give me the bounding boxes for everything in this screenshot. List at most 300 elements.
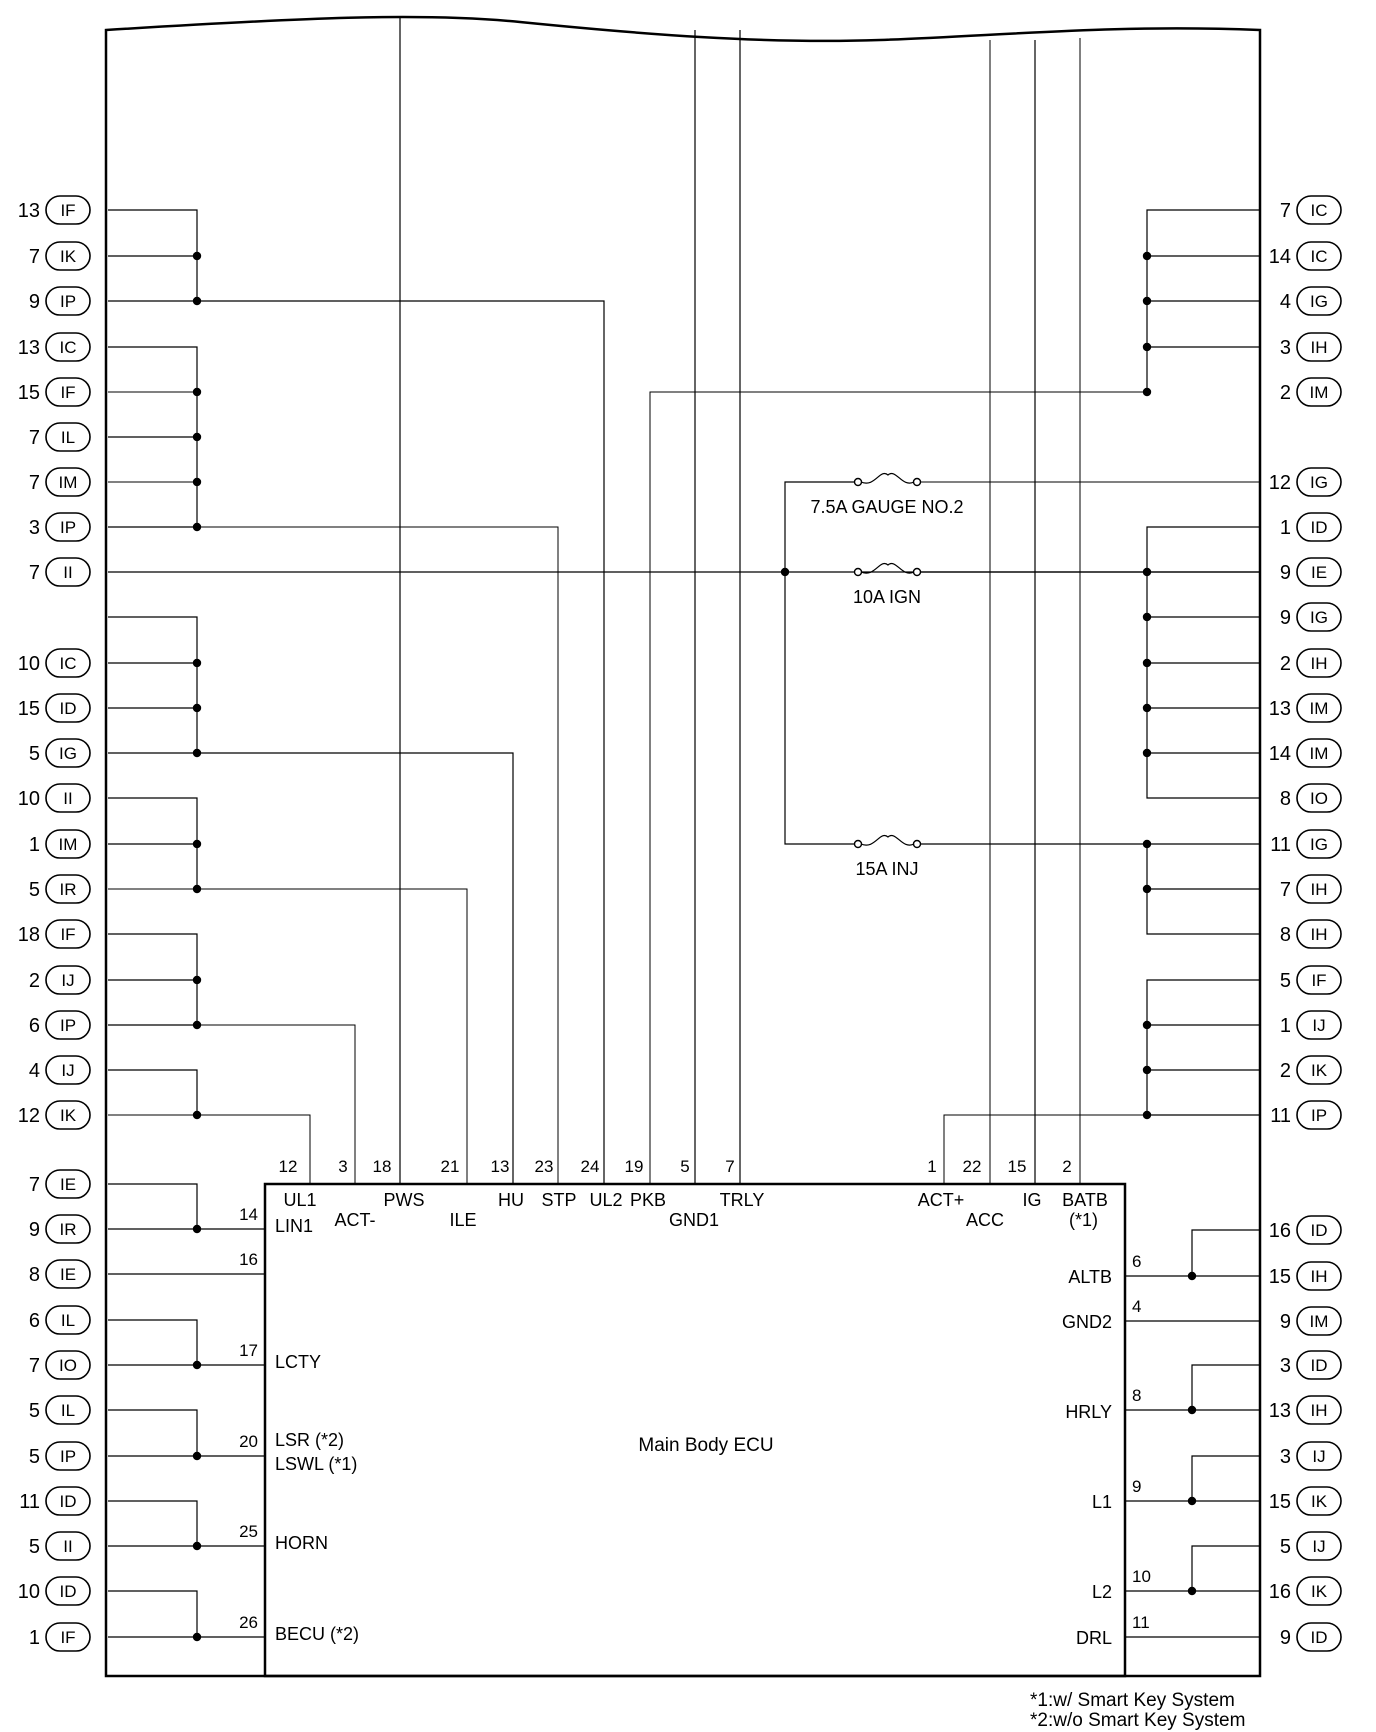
ecu-pin-number: 8 xyxy=(1132,1386,1142,1405)
connector-pin-number: 14 xyxy=(1268,743,1291,765)
wire-segment xyxy=(108,1501,197,1546)
ecu-pin-label: HU xyxy=(498,1190,524,1210)
connector-id: IK xyxy=(59,247,77,266)
connector-terminal xyxy=(29,1396,90,1424)
connector-terminal xyxy=(18,694,90,722)
connector-pin-number: 5 xyxy=(28,1446,40,1468)
ecu-pin-label: GND2 xyxy=(1061,1312,1112,1332)
ecu-pin-top xyxy=(441,1157,477,1230)
connector-id: IL xyxy=(60,428,76,447)
connector-terminal xyxy=(1280,196,1341,224)
ecu-pin-number: 16 xyxy=(239,1250,258,1269)
connector-terminal xyxy=(1269,1487,1341,1515)
fuse-terminal xyxy=(855,841,862,848)
ecu-pin-number: 20 xyxy=(239,1432,258,1451)
ecu-pin-label: LSR (*2) xyxy=(275,1430,345,1450)
splice-dot xyxy=(1188,1272,1196,1280)
connector-terminal xyxy=(1269,1577,1341,1605)
connector-terminal xyxy=(1269,1262,1341,1290)
connector-pin-number: 7 xyxy=(28,1174,40,1196)
connector-id: IR xyxy=(59,880,77,899)
connector-id: IE xyxy=(1310,563,1328,582)
main-body-ecu-box xyxy=(265,1184,1125,1676)
connector-pin-number: 16 xyxy=(1268,1220,1291,1242)
ecu-pin-left xyxy=(239,1430,344,1451)
connector-id: II xyxy=(63,563,73,582)
connector-terminal xyxy=(1269,1216,1341,1244)
wire-segment xyxy=(1192,1456,1260,1501)
ecu-pin-number: 26 xyxy=(239,1613,258,1632)
ecu-pin-label: PKB xyxy=(629,1190,667,1210)
connector-terminal xyxy=(29,558,90,586)
ecu-pin-number: 3 xyxy=(338,1157,348,1176)
wire-segment xyxy=(108,1410,197,1456)
ecu-note-batb: (*1) xyxy=(1069,1210,1099,1230)
ecu-pin-label: PWS xyxy=(383,1190,425,1210)
connector-id: IG xyxy=(1310,292,1328,311)
ecu-pin-label: IG xyxy=(1022,1190,1042,1210)
connector-id: IM xyxy=(58,835,78,854)
connector-id: IG xyxy=(1310,608,1328,627)
connector-id: ID xyxy=(1310,1628,1328,1647)
connector-terminal xyxy=(29,739,90,767)
ecu-pin-number: 25 xyxy=(239,1522,258,1541)
connector-terminal xyxy=(29,966,90,994)
connector-pin-number: 11 xyxy=(1270,834,1291,856)
ecu-pin-label: ACT- xyxy=(334,1210,376,1230)
connector-terminal xyxy=(1269,242,1341,270)
ecu-pin-label: UL2 xyxy=(589,1190,623,1210)
connector-id: IL xyxy=(60,1311,76,1330)
ecu-pin-label: ILE xyxy=(449,1210,477,1230)
connector-pin-number: 4 xyxy=(1279,291,1291,313)
connector-pin-number: 2 xyxy=(28,970,40,992)
connector-id: IM xyxy=(1309,699,1329,718)
connector-pin-number: 12 xyxy=(1268,472,1291,494)
connector-terminal xyxy=(1280,784,1341,812)
connector-id: IC xyxy=(59,654,77,673)
ecu-pin-left xyxy=(239,1522,328,1553)
connector-terminal xyxy=(29,423,90,451)
fuse-label: 7.5A GAUGE NO.2 xyxy=(810,497,964,517)
splice-dot xyxy=(1143,252,1151,260)
connector-pin-number: 7 xyxy=(1279,879,1291,901)
wire-segment xyxy=(1147,980,1260,1115)
connector-pin-number: 6 xyxy=(28,1310,40,1332)
ecu-pin-left xyxy=(239,1341,321,1372)
connector-terminal xyxy=(18,1577,90,1605)
wire-segment xyxy=(197,527,558,1184)
connector-pin-number: 5 xyxy=(1279,970,1291,992)
connector-terminal xyxy=(29,1056,90,1084)
ecu-pin-label: HRLY xyxy=(1065,1402,1112,1422)
connector-pin-number: 7 xyxy=(1279,200,1291,222)
fuse-terminal xyxy=(914,841,921,848)
ecu-pin-left xyxy=(239,1250,258,1269)
connector-id: IF xyxy=(60,1628,76,1647)
connector-pin-number: 15 xyxy=(1268,1491,1291,1513)
ecu-pin-left xyxy=(239,1613,359,1644)
connector-terminal xyxy=(1280,1307,1341,1335)
connector-pin-number: 1 xyxy=(1279,1015,1291,1037)
ecu-pin-label: GND1 xyxy=(668,1210,720,1230)
ecu-pin-right xyxy=(1092,1567,1151,1602)
ecu-pin-right xyxy=(1092,1477,1142,1512)
splice-dot xyxy=(1143,343,1151,351)
connector-pin-number: 15 xyxy=(17,382,40,404)
connector-terminal xyxy=(29,1623,90,1651)
connector-terminal xyxy=(29,875,90,903)
connector-pin-number: 8 xyxy=(1279,788,1291,810)
connector-pin-number: 1 xyxy=(1279,517,1291,539)
fuse-terminal xyxy=(914,569,921,576)
splice-dot xyxy=(193,1361,201,1369)
connector-pin-number: 3 xyxy=(1279,337,1291,359)
wire-segment xyxy=(108,617,197,753)
connector-id: IE xyxy=(59,1175,77,1194)
connector-id: IM xyxy=(1309,1312,1329,1331)
wire-segment xyxy=(1192,1230,1260,1276)
connector-id: II xyxy=(63,789,73,808)
splice-dot xyxy=(1143,1066,1151,1074)
connector-terminal xyxy=(18,920,90,948)
wire-segment xyxy=(108,1070,197,1115)
left-connectors xyxy=(18,196,90,1651)
splice-dot xyxy=(193,1542,201,1550)
connector-pin-number: 7 xyxy=(28,427,40,449)
ecu-pin-number: 11 xyxy=(1132,1613,1150,1632)
connector-pin-number: 15 xyxy=(17,698,40,720)
connector-pin-number: 12 xyxy=(17,1105,40,1127)
connector-terminal xyxy=(29,242,90,270)
connector-terminal xyxy=(29,468,90,496)
ecu-pin-right xyxy=(1062,1297,1141,1332)
ecu-pin-number: 2 xyxy=(1062,1157,1072,1176)
splice-dot xyxy=(1143,613,1151,621)
connector-id: IM xyxy=(1309,383,1329,402)
connector-terminal xyxy=(29,1170,90,1198)
connector-id: ID xyxy=(1310,518,1328,537)
connector-pin-number: 13 xyxy=(1268,698,1291,720)
ecu-pin-number: 4 xyxy=(1132,1297,1142,1316)
connector-pin-number: 6 xyxy=(28,1015,40,1037)
fuse-terminal xyxy=(855,569,862,576)
connector-pin-number: 9 xyxy=(28,1219,40,1241)
ecu-pin-number: 7 xyxy=(725,1157,735,1176)
connector-pin-number: 5 xyxy=(28,743,40,765)
splice-dot xyxy=(1188,1587,1196,1595)
connector-id: IF xyxy=(60,383,76,402)
fuse-terminal xyxy=(855,479,862,486)
connector-terminal xyxy=(1269,1396,1341,1424)
ecu-pin-number: 1 xyxy=(927,1157,937,1176)
wire-segment xyxy=(1192,1546,1260,1591)
connector-pin-number: 2 xyxy=(1279,382,1291,404)
connector-terminal xyxy=(1280,287,1341,315)
connector-terminal xyxy=(18,784,90,812)
connector-pin-number: 5 xyxy=(28,879,40,901)
connector-terminal xyxy=(1280,333,1341,361)
splice-dot xyxy=(1143,388,1151,396)
ecu-pin-label: ALTB xyxy=(1068,1267,1112,1287)
connector-terminal xyxy=(1280,1011,1341,1039)
fuse xyxy=(810,473,963,517)
ecu-pin-number: 21 xyxy=(440,1157,460,1176)
wire-segment xyxy=(197,1025,355,1184)
connector-id: ID xyxy=(1310,1221,1328,1240)
wires xyxy=(108,18,1260,1641)
connector-terminal xyxy=(1269,694,1341,722)
ecu-pin-label: L1 xyxy=(1091,1492,1112,1512)
connector-terminal xyxy=(1280,920,1341,948)
connector-pin-number: 9 xyxy=(1279,562,1291,584)
connector-terminal xyxy=(1269,468,1341,496)
connector-terminal xyxy=(1280,966,1341,994)
splice-dot xyxy=(1143,1021,1151,1029)
splice-dot xyxy=(193,252,201,260)
connector-id: IC xyxy=(1310,201,1328,220)
connector-pin-number: 11 xyxy=(1270,1105,1291,1127)
connector-pin-number: 9 xyxy=(28,291,40,313)
connector-terminal xyxy=(29,1351,90,1379)
splice-dot xyxy=(1143,840,1151,848)
connector-pin-number: 9 xyxy=(1279,1311,1291,1333)
splice-dot xyxy=(1143,749,1151,757)
ecu-pin-number: 14 xyxy=(239,1205,258,1224)
right-connectors xyxy=(1269,196,1341,1651)
splice-dot xyxy=(193,388,201,396)
connector-id: IP xyxy=(59,292,77,311)
connector-terminal xyxy=(29,1215,90,1243)
ecu-pin-label: LIN1 xyxy=(275,1216,314,1236)
connector-id: IJ xyxy=(1312,1447,1326,1466)
ecu-pin-number: 17 xyxy=(239,1341,258,1360)
connector-id: IM xyxy=(1309,744,1329,763)
connector-id: II xyxy=(63,1537,73,1556)
connector-pin-number: 8 xyxy=(1279,924,1291,946)
connector-pin-number: 7 xyxy=(28,562,40,584)
connector-id: IF xyxy=(60,201,76,220)
wire-segment xyxy=(108,1320,197,1365)
splice-dot xyxy=(1143,297,1151,305)
connector-id: IJ xyxy=(1312,1016,1326,1035)
ecu-pin-number: 24 xyxy=(580,1157,600,1176)
connector-id: IP xyxy=(59,1447,77,1466)
ecu-pin-right xyxy=(1065,1386,1141,1422)
connector-pin-number: 15 xyxy=(1268,1266,1291,1288)
ecu-pin-label: STP xyxy=(541,1190,577,1210)
connector-pin-number: 13 xyxy=(17,200,40,222)
ecu-pin-label-lswl: LSWL (*1) xyxy=(275,1454,358,1474)
ecu-pin-number: 9 xyxy=(1132,1477,1142,1496)
connector-id: IH xyxy=(1310,925,1328,944)
connector-pin-number: 9 xyxy=(1279,1627,1291,1649)
connector-id: IF xyxy=(1311,971,1327,990)
ecu-pin-number: 12 xyxy=(278,1157,298,1176)
connector-pin-number: 5 xyxy=(28,1400,40,1422)
connector-pin-number: 10 xyxy=(17,788,40,810)
connector-pin-number: 4 xyxy=(28,1060,40,1082)
connector-id: IC xyxy=(1310,247,1328,266)
connector-terminal xyxy=(19,1487,90,1515)
connector-id: IK xyxy=(1310,1492,1328,1511)
connector-id: ID xyxy=(59,699,77,718)
connector-terminal xyxy=(1280,649,1341,677)
wire-segment xyxy=(108,1591,197,1637)
splice-dot xyxy=(193,659,201,667)
wire-segment xyxy=(108,1184,197,1229)
connector-terminal xyxy=(1280,1623,1341,1651)
connector-terminal xyxy=(1270,1101,1341,1129)
connector-id: IJ xyxy=(61,1061,75,1080)
connector-pin-number: 9 xyxy=(1279,607,1291,629)
footnote-1: *1:w/ Smart Key System xyxy=(1030,1690,1235,1711)
connector-pin-number: 7 xyxy=(28,246,40,268)
connector-id: IE xyxy=(59,1265,77,1284)
connector-id: ID xyxy=(59,1582,77,1601)
ecu-pin-number: 22 xyxy=(962,1157,982,1176)
fuse-terminal xyxy=(914,479,921,486)
ecu-pin-label: HORN xyxy=(275,1533,328,1553)
connector-id: IK xyxy=(1310,1582,1328,1601)
connector-id: IH xyxy=(1310,1267,1328,1286)
ecu-pin-label: BECU (*2) xyxy=(275,1624,360,1644)
splice-dot xyxy=(193,976,201,984)
wire-segment xyxy=(1192,1365,1260,1410)
connector-id: IK xyxy=(59,1106,77,1125)
connector-terminal xyxy=(18,649,90,677)
fuse-label: 10A IGN xyxy=(852,587,922,607)
connector-pin-number: 5 xyxy=(28,1536,40,1558)
splice-dot xyxy=(193,1225,201,1233)
connector-id: IL xyxy=(60,1401,76,1420)
ecu-pin-top xyxy=(669,1157,719,1230)
connector-terminal xyxy=(18,1101,90,1129)
splice-dot xyxy=(193,1633,201,1641)
ecu-pins xyxy=(239,1157,1151,1648)
connector-pin-number: 8 xyxy=(28,1264,40,1286)
ecu-pin-number: 6 xyxy=(1132,1252,1142,1271)
splice-dot xyxy=(1188,1497,1196,1505)
connector-id: IH xyxy=(1310,1401,1328,1420)
fuse-element xyxy=(861,473,914,483)
connector-id: IC xyxy=(59,338,77,357)
connector-terminal xyxy=(18,333,90,361)
splice-dot xyxy=(193,1452,201,1460)
ecu-pin-number: 15 xyxy=(1007,1157,1027,1176)
connector-pin-number: 7 xyxy=(28,1355,40,1377)
splice-dot xyxy=(193,840,201,848)
connector-id: IG xyxy=(1310,835,1328,854)
ecu-pin-number: 18 xyxy=(372,1157,392,1176)
connector-id: IO xyxy=(1310,789,1328,808)
footnote-2: *2:w/o Smart Key System xyxy=(1030,1710,1246,1731)
connector-pin-number: 11 xyxy=(19,1491,40,1513)
connector-pin-number: 7 xyxy=(28,472,40,494)
splice-dot xyxy=(1143,1111,1151,1119)
connector-pin-number: 13 xyxy=(1268,1400,1291,1422)
fuses xyxy=(810,473,963,879)
ecu-title: Main Body ECU xyxy=(638,1435,774,1456)
ecu-pin-number: 23 xyxy=(534,1157,554,1176)
connector-terminal xyxy=(1280,875,1341,903)
connector-id: IP xyxy=(59,518,77,537)
ecu-pin-top xyxy=(963,1157,1004,1230)
ecu-pin-label: UL1 xyxy=(283,1190,317,1210)
connector-pin-number: 16 xyxy=(1268,1581,1291,1603)
connector-terminal xyxy=(1280,1442,1341,1470)
connector-id: IP xyxy=(59,1016,77,1035)
connector-id: IJ xyxy=(61,971,75,990)
connector-pin-number: 5 xyxy=(1279,1536,1291,1558)
connector-terminal xyxy=(18,196,90,224)
connector-terminal xyxy=(1280,513,1341,541)
connector-id: IG xyxy=(1310,473,1328,492)
connector-pin-number: 1 xyxy=(28,1627,40,1649)
ecu-pin-label: ACC xyxy=(965,1210,1005,1230)
connector-id: IM xyxy=(58,473,78,492)
connector-pin-number: 2 xyxy=(1279,1060,1291,1082)
connector-pin-number: 14 xyxy=(1268,246,1291,268)
fuse-element xyxy=(861,835,914,845)
connector-id: IO xyxy=(59,1356,77,1375)
connector-id: IP xyxy=(1310,1106,1328,1125)
ecu-pin-number: 13 xyxy=(490,1157,510,1176)
connector-terminal xyxy=(29,1260,90,1288)
outer-frame xyxy=(106,17,1260,1676)
ecu-pin-label: TRLY xyxy=(719,1190,765,1210)
wire-segment xyxy=(197,889,467,1184)
ecu-pin-number: 10 xyxy=(1132,1567,1151,1586)
ecu-pin-label: BATB xyxy=(1062,1190,1108,1210)
splice-dot xyxy=(1188,1406,1196,1414)
connector-terminal xyxy=(29,830,90,858)
connector-terminal xyxy=(1280,1351,1341,1379)
connector-id: IH xyxy=(1310,654,1328,673)
splice-dot xyxy=(193,433,201,441)
connector-terminal xyxy=(1280,1532,1341,1560)
ecu-pin-label: LCTY xyxy=(275,1352,322,1372)
connector-id: IK xyxy=(1310,1061,1328,1080)
connector-id: IF xyxy=(60,925,76,944)
connector-terminal xyxy=(1280,558,1341,586)
connector-pin-number: 3 xyxy=(1279,1446,1291,1468)
ecu-pin-label: L2 xyxy=(1091,1582,1112,1602)
connector-terminal xyxy=(1280,378,1341,406)
connector-id: ID xyxy=(59,1492,77,1511)
connector-pin-number: 1 xyxy=(28,834,40,856)
connector-pin-number: 3 xyxy=(28,517,40,539)
fuse-label: 15A INJ xyxy=(855,859,919,879)
connector-pin-number: 10 xyxy=(17,1581,40,1603)
connector-pin-number: 3 xyxy=(1279,1355,1291,1377)
ecu-pin-number: 19 xyxy=(624,1157,644,1176)
connector-terminal xyxy=(1269,739,1341,767)
fuse xyxy=(855,835,921,879)
connector-id: IH xyxy=(1310,338,1328,357)
connector-pin-number: 13 xyxy=(17,337,40,359)
connector-pin-number: 18 xyxy=(17,924,40,946)
connector-terminal xyxy=(1280,603,1341,631)
ecu-pin-label: ACT+ xyxy=(917,1190,965,1210)
splice-dot xyxy=(1143,704,1151,712)
fuse xyxy=(853,563,921,607)
connector-terminal xyxy=(29,287,90,315)
wire-segment xyxy=(785,482,855,844)
connector-terminal xyxy=(29,1306,90,1334)
connector-pin-number: 2 xyxy=(1279,653,1291,675)
connector-id: IH xyxy=(1310,880,1328,899)
